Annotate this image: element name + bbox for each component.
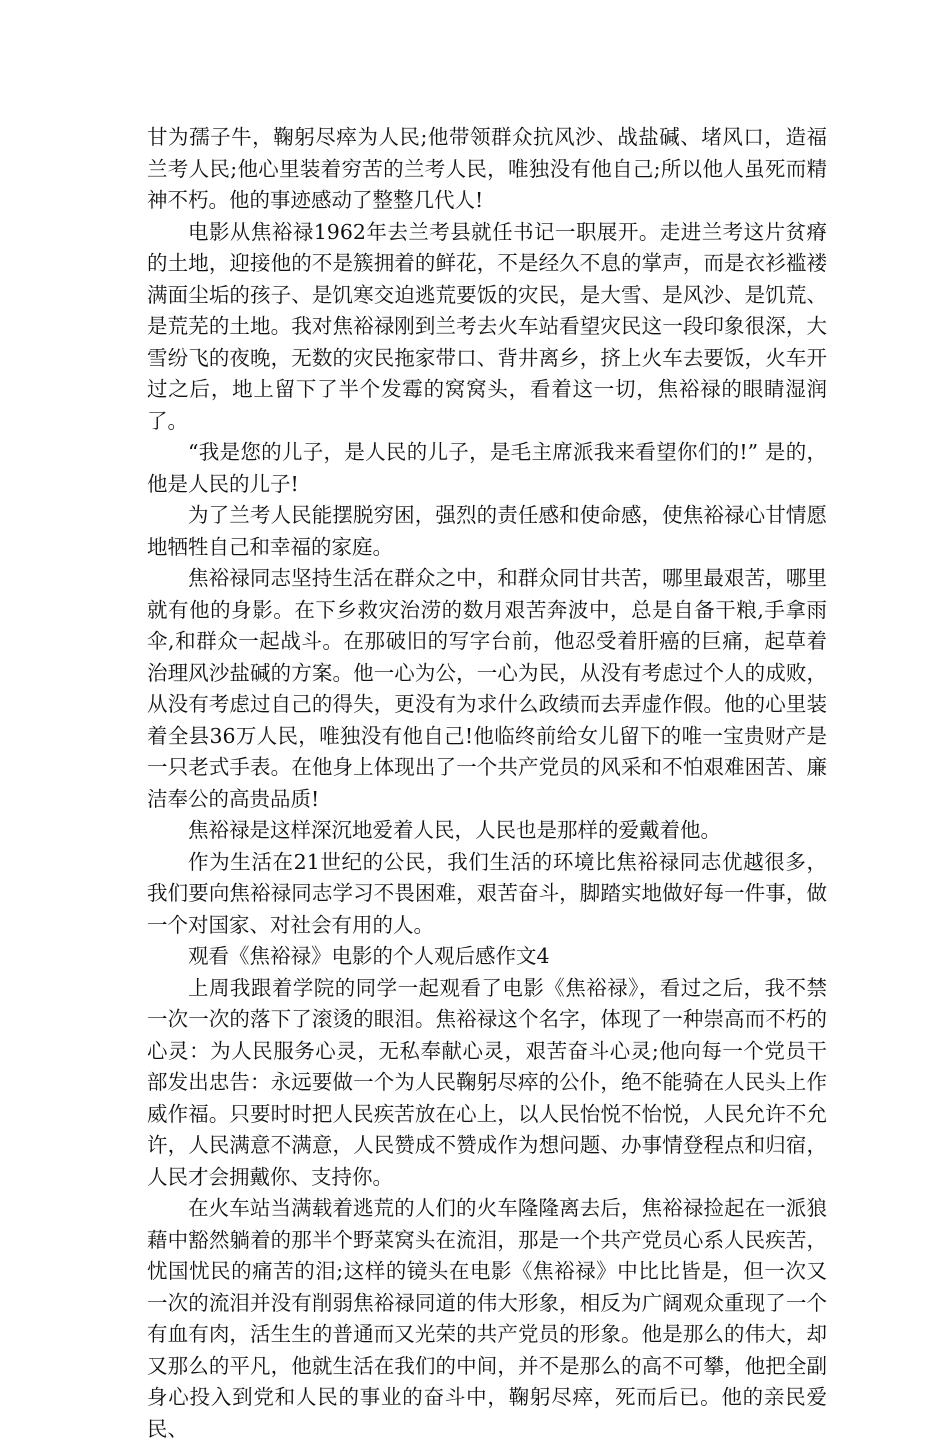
section-heading: 观看《焦裕禄》电影的个人观后感作文4 <box>188 944 550 968</box>
document-body <box>147 122 827 1445</box>
paragraph-with-masses: 焦裕禄同志坚持生活在群众之中，和群众同甘共苦，哪里最艰苦，哪里就有他的身影。在下乡救灾治涝的数月艰苦奔波中，总是自备干粮,手拿雨伞,和群众一起战斗。在那破旧的写字台前，他忍受着肝癌的巨痛，起草着治理风沙盐碱的方案。他一心为公，一心为民，从没有考虑过个人的成败，从没有考虑过自己的得失，更没有为求什么政绩而去弄虚作假。他的心里装着全县36万人民，唯独没有他自己!他临终前给女儿留下的唯一宝贵财产是一只老式手表。在他身上体现出了一个共产党员的风采和不怕艰难困苦、廉洁奉公的高贵品质! <box>147 566 827 811</box>
paragraph-film-opening: 电影从焦裕禄1962年去兰考县就任书记一职展开。走进兰考这片贫瘠的土地，迎接他的不是簇拥着的鲜花，不是经久不息的掌声，而是衣衫褴褛满面尘垢的孩子、是饥寒交迫逃荒要饭的灾民，是大雪、是风沙、是饥荒、是荒芜的土地。我对焦裕禄刚到兰考去火车站看望灾民这一段印象很深，大雪纷飞的夜晚，无数的灾民拖家带口、背井离乡，挤上火车去要饭，火车开过之后，地上留下了半个发霉的窝窝头，看着这一切，焦裕禄的眼睛湿润了。 <box>147 219 827 433</box>
paragraph-train-station: 在火车站当满载着逃荒的人们的火车隆隆离去后，焦裕禄捡起在一派狼藉中豁然躺着的那半个野菜窝头在流泪，那是一个共产党员心系人民疾苦，忧国忧民的痛苦的泪;这样的镜头在电影《焦裕禄》中比比皆是，但一次又一次的流泪并没有削弱焦裕禄同道的伟大形象，相反为广阔观众重现了一个有血有肉，活生生的普通而又光荣的共产党员的形象。他是那么的伟大，却又那么的平凡，他就生活在我们的中间，并不是那么的高不可攀，他把全副身心投入到党和人民的事业的奋斗中，鞠躬尽瘁，死而后已。他的亲民爱民、 <box>147 1196 827 1441</box>
paragraph-quote: “我是您的儿子，是人民的儿子，是毛主席派我来看望你们的!” 是的，他是人民的儿子! <box>147 440 827 496</box>
paragraph-sacrifice: 为了兰考人民能摆脱穷困，强烈的责任感和使命感，使焦裕禄心甘情愿地牺牲自己和幸福的家庭。 <box>147 503 827 559</box>
paragraph-love-people: 焦裕禄是这样深沉地爱着人民，人民也是那样的爱戴着他。 <box>188 818 721 842</box>
paragraph-21st-century: 作为生活在21世纪的公民，我们生活的环境比焦裕禄同志优越很多，我们要向焦裕禄同志学习不畏困难，艰苦奋斗，脚踏实地做好每一件事，做一个对国家、对社会有用的人。 <box>147 849 827 937</box>
paragraph-continued: 甘为孺子牛，鞠躬尽瘁为人民;他带领群众抗风沙、战盐碱、堵风口，造福兰考人民;他心里装着穷苦的兰考人民，唯独没有他自己;所以他人虽死而精神不朽。他的事迹感动了整整几代人! <box>147 125 827 212</box>
paragraph-last-week: 上周我跟着学院的同学一起观看了电影《焦裕禄》，看过之后，我不禁一次一次的落下了滚烫的眼泪。焦裕禄这个名字，体现了一种崇高而不朽的心灵：为人民服务心灵，无私奉献心灵，艰苦奋斗心灵;他向每一个党员干部发出忠告：永远要做一个为人民鞠躬尽瘁的公仆，绝不能骑在人民头上作威作福。只要时时把人民疾苦放在心上，以人民怡悦不怡悦，人民允许不允许，人民满意不满意，人民赞成不赞成作为想问题、办事情登程点和归宿，人民才会拥戴你、支持你。 <box>147 975 827 1189</box>
